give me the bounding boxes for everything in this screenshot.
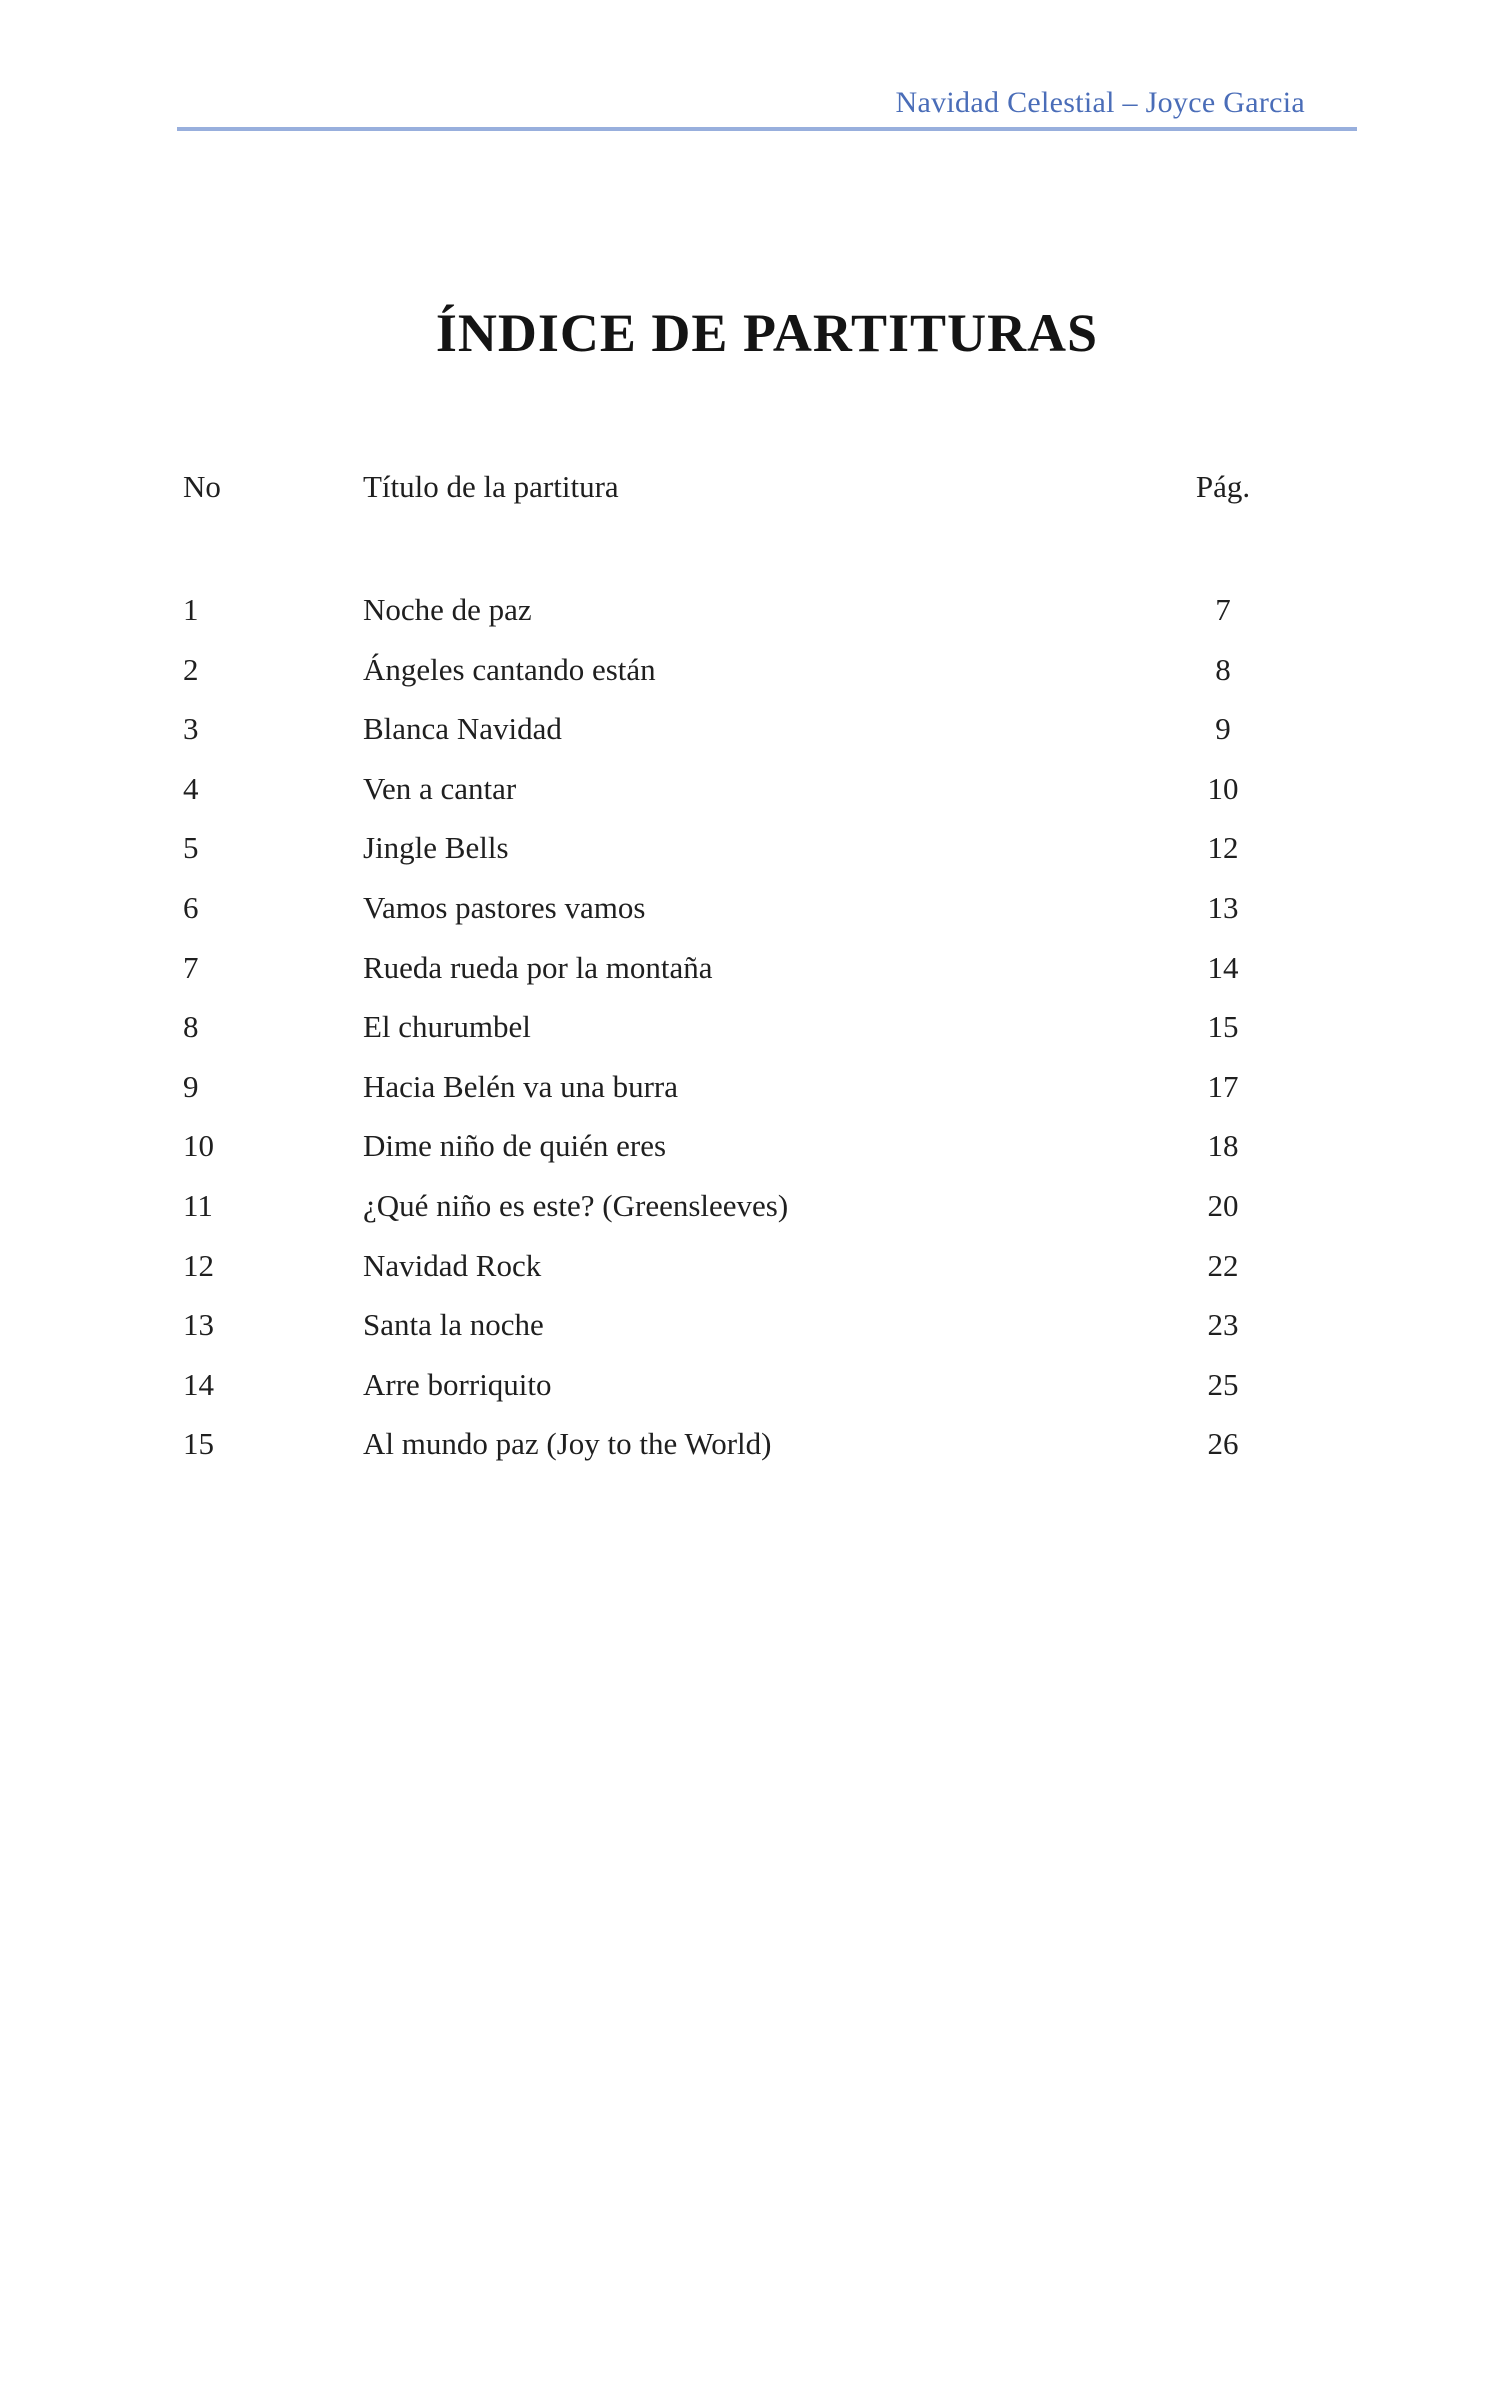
- row-page: 25: [1163, 1365, 1283, 2393]
- row-number: 2: [183, 651, 199, 687]
- row-number: 1: [183, 592, 199, 627]
- table-row: [0, 828, 1500, 888]
- table-row: [0, 888, 1500, 948]
- row-page: 17: [1163, 1067, 1283, 2393]
- table-row: [0, 1305, 1500, 1365]
- row-song-title: Dime niño de quién eres: [363, 1128, 667, 1164]
- table-row: [0, 1186, 1500, 1246]
- row-song-title: Al mundo paz (Joy to the World): [363, 1426, 772, 1462]
- row-page: 23: [1163, 1305, 1283, 2393]
- row-number: 14: [183, 1366, 214, 1402]
- row-page: 15: [1163, 1007, 1283, 2393]
- table-row: [0, 709, 1500, 769]
- row-number: 3: [183, 711, 199, 747]
- row-page: 10: [1163, 769, 1283, 2393]
- table-row: [0, 948, 1500, 1008]
- row-number: 15: [183, 1426, 214, 1462]
- row-page: 20: [1163, 1186, 1283, 2393]
- row-song-title: Navidad Rock: [363, 1247, 542, 1283]
- row-page: 26: [1163, 1424, 1283, 2393]
- row-number: 9: [183, 1068, 199, 1104]
- row-song-title: Arre borriquito: [363, 1366, 552, 1402]
- table-row: [0, 1246, 1500, 1306]
- row-number: 10: [183, 1128, 214, 1164]
- table-row: [0, 1365, 1500, 1425]
- row-page: 22: [1163, 1246, 1283, 2393]
- row-number: 7: [183, 949, 199, 985]
- column-header-title: Título de la partitura: [363, 469, 619, 504]
- row-song-title: Blanca Navidad: [363, 711, 562, 747]
- table-row: [0, 650, 1500, 710]
- index-table-body: [0, 590, 1500, 1484]
- index-table-header: [0, 467, 1500, 507]
- table-row: [0, 590, 1500, 650]
- row-number: 4: [183, 770, 199, 806]
- row-number: 8: [183, 1009, 199, 1045]
- row-number: 5: [183, 830, 199, 866]
- row-number: 13: [183, 1307, 214, 1343]
- row-song-title: Vamos pastores vamos: [363, 889, 646, 925]
- row-page: 9: [1163, 709, 1283, 2393]
- column-header-no: No: [183, 469, 221, 504]
- row-page: 14: [1163, 948, 1283, 2393]
- row-song-title: Santa la noche: [363, 1307, 544, 1343]
- row-song-title: Ven a cantar: [363, 770, 517, 806]
- row-song-title: Noche de paz: [363, 592, 532, 627]
- row-page: 13: [1163, 888, 1283, 2393]
- page-title: ÍNDICE DE PARTITURAS: [435, 303, 1099, 363]
- table-row: [0, 1007, 1500, 1067]
- row-number: 12: [183, 1247, 214, 1283]
- row-page: 8: [1163, 650, 1283, 2393]
- row-page: 12: [1163, 828, 1283, 2393]
- row-song-title: Jingle Bells: [363, 830, 509, 866]
- table-row: [0, 1424, 1500, 1484]
- row-song-title: El churumbel: [363, 1009, 531, 1045]
- column-header-page: Pág.: [1163, 467, 1283, 2393]
- row-number: 6: [183, 889, 199, 925]
- table-row: [0, 1067, 1500, 1127]
- running-header: Navidad Celestial – Joyce Garcia: [177, 84, 1357, 131]
- row-song-title: Ángeles cantando están: [363, 651, 656, 687]
- table-row: [0, 1126, 1500, 1186]
- row-page: 7: [1163, 590, 1283, 2393]
- row-number: 11: [183, 1187, 213, 1223]
- row-song-title: Rueda rueda por la montaña: [363, 949, 713, 985]
- row-song-title: ¿Qué niño es este? (Greensleeves): [363, 1187, 789, 1223]
- table-row: [0, 769, 1500, 829]
- row-page: 18: [1163, 1126, 1283, 2393]
- row-song-title: Hacia Belén va una burra: [363, 1068, 679, 1104]
